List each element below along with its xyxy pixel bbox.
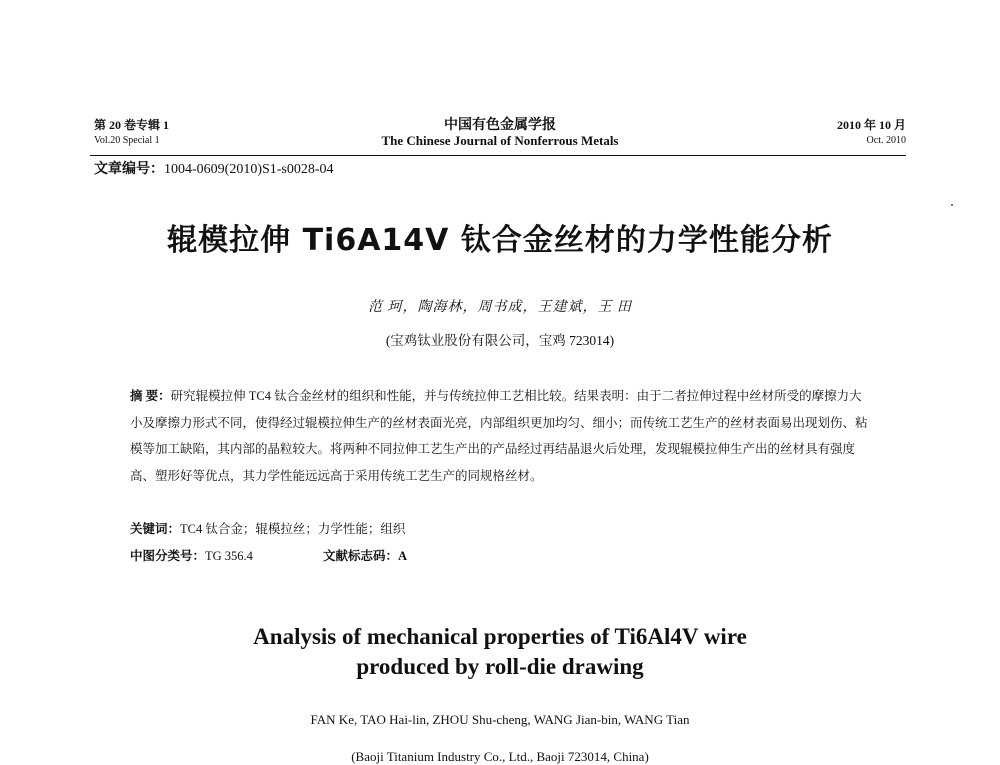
clc-label: 中图分类号： — [130, 549, 206, 563]
keywords-label: 关键词： — [130, 522, 181, 536]
header-rule — [90, 155, 906, 156]
abstract-cn — [130, 383, 874, 489]
running-header — [94, 116, 906, 154]
volume-en: Vol.20 Special 1 — [94, 135, 160, 146]
volume-cn: 第 20 卷专辑 1 — [94, 118, 170, 132]
title-en — [0, 622, 1000, 682]
date-cn: 2010 年 10 月 — [836, 118, 906, 132]
article-number — [94, 158, 334, 178]
clc-value: TG 356.4 — [205, 549, 253, 563]
journal-name-cn: 中国有色金属学报 — [444, 118, 556, 133]
journal-name-en: The Chinese Journal of Nonferrous Metals — [381, 133, 619, 148]
title-cn: 辊模拉伸 Ti6A14V 钛合金丝材的力学性能分析 — [167, 223, 833, 258]
authors-en: FAN Ke, TAO Hai-lin, ZHOU Shu-cheng, WANG Jian-bin, WANG Tian — [310, 712, 690, 727]
doc-code-label: 文献标志码： — [322, 549, 398, 563]
authors-cn: 范 珂，陶海林，周书成，王建斌，王 田 — [368, 300, 632, 315]
classification-line — [130, 546, 407, 564]
abstract-text: 研究辊模拉伸 TC4 钛合金丝材的组织和性能，并与传统拉伸工艺相比较。结果表明：由于二者拉伸过程中丝材所受的摩擦力大小及摩擦力形式不同，使得经过辊模拉伸生产的丝材表面光亮，内部组织更加均匀、细小；而传统工艺生产的丝材表面易出现划伤、粘模等加工缺陷，其内部的晶粒较大。将两种不同拉伸工艺生产出的产品经过再结晶退火后处理，发现辊模拉伸生产出的丝材具有强度高、塑形好等优点，其力学性能远远高于采用传统工艺生产的同规格丝材。 — [130, 389, 868, 483]
keywords-cn — [130, 519, 405, 537]
article-number-label: 文章编号： — [94, 162, 164, 177]
keywords-text: TC4 钛合金；辊模拉丝；力学性能；组织 — [180, 522, 406, 536]
affiliation-en: (Baoji Titanium Industry Co., Ltd., Baoji 723014, China) — [351, 749, 649, 764]
affiliation-cn: (宝鸡钛业股份有限公司，宝鸡 723014) — [385, 333, 615, 348]
date-en: Oct. 2010 — [866, 135, 906, 146]
doc-code-value: A — [397, 549, 407, 563]
scan-speck — [951, 204, 953, 206]
title-en-line2: produced by roll-die drawing — [356, 654, 644, 679]
article-number-value: 1004-0609(2010)S1-s0028-04 — [164, 162, 334, 177]
title-en-line1: Analysis of mechanical properties of Ti6Al4V wire — [253, 624, 747, 649]
abstract-label: 摘 要： — [130, 389, 171, 403]
